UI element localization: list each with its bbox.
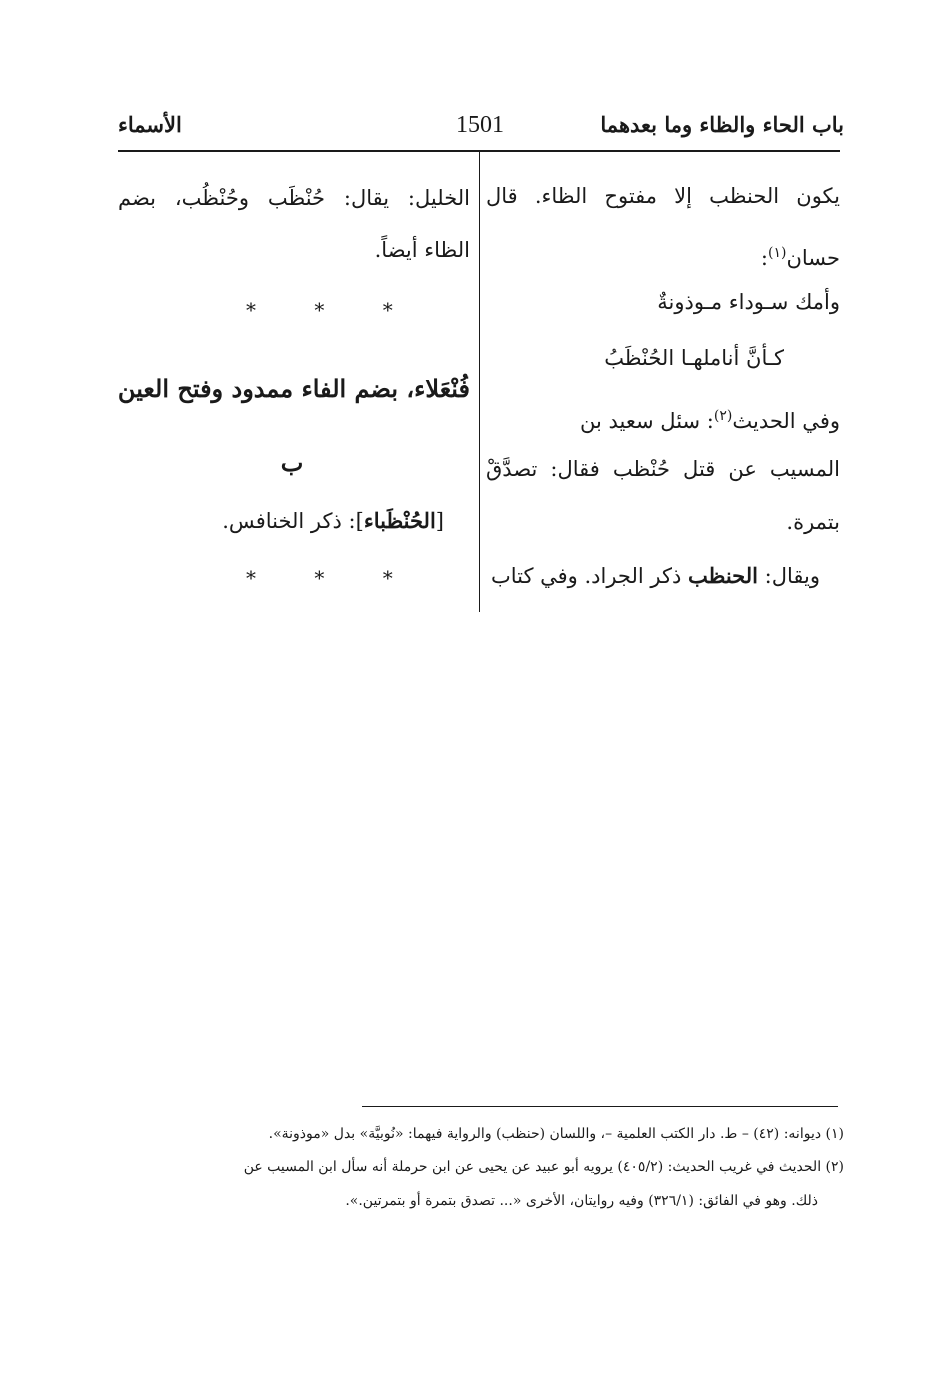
right-line-7: بتمرة. (786, 510, 840, 534)
right-line-5-tail: : سئل سعيد بن (580, 409, 714, 433)
verse-line-1: وأمك سـوداء مـوذونةٌ (657, 290, 840, 314)
right-line-8-prefix: ويقال: (757, 564, 820, 588)
footnote-ref-2: (٢) (713, 408, 733, 424)
right-line-5 (580, 408, 840, 433)
footnote-1: (١) ديوانه: (٤٢) – ط. دار الكتب العلمية –، واللسان (حنظب) والرواية فيهما: «نُوبيَّة» بدل «موذونة». (268, 1126, 844, 1142)
chapter-title: باب الحاء والظاء وما بعدهما (600, 112, 844, 137)
letter-heading: ب (280, 448, 304, 477)
right-line-2-text: حسان (786, 246, 840, 270)
right-line-8-term: الحنظب (688, 563, 758, 588)
right-line-8 (491, 563, 820, 588)
right-line-2-tail: : (760, 246, 768, 270)
footnote-2-line-1: (٢) الحديث في غريب الحديث: (٤٠٥/٢) يرويه أبو عبيد عن يحيى عن ابن حرملة أنه سأل ابن المسيب عن (243, 1159, 844, 1175)
entry-bracket-open: [ (435, 509, 444, 533)
section-heading: فُنْعَلاء، بضم الفاء ممدود وفتح العين (117, 374, 470, 403)
separator-stars-1: * * * (246, 298, 419, 322)
left-line-2: الظاء أيضاً. (374, 238, 470, 262)
right-line-6: المسيب عن قتل حُنْظب فقال: تصدَّقْ (486, 457, 840, 481)
right-line-1: يكون الحنظب إلا مفتوح الظاء. قال (486, 184, 840, 208)
footnote-2-line-2: ذلك. وهو في الفائق: (٣٢٦/١) وفيه روايتان، الأخرى «... تصدق بتمرة أو بتمرتين.». (345, 1193, 818, 1209)
right-line-8-suffix: ذكر الجراد. وفي كتاب (490, 564, 688, 588)
separator-stars-2: * * * (246, 566, 419, 590)
entry-line (222, 508, 444, 533)
footnote-ref-1: (١) (767, 245, 787, 261)
column-divider (479, 151, 480, 612)
page-number: 1501 (456, 112, 504, 138)
left-line-1: الخليل: يقال: حُنْظَب وحُنْظُب، بضم (118, 186, 470, 210)
verse-line-2: كـأنَّ أناملهـا الحُنْظَبُ (604, 346, 784, 370)
right-line-5-text: وفي الحديث (732, 409, 840, 433)
footnote-rule (362, 1106, 838, 1107)
right-line-2 (761, 245, 840, 270)
entry-definition: ]: ذكر الخنافس. (222, 509, 364, 533)
section-title: الأسماء (118, 112, 182, 137)
entry-term: الحُنْظَباء (363, 508, 436, 533)
